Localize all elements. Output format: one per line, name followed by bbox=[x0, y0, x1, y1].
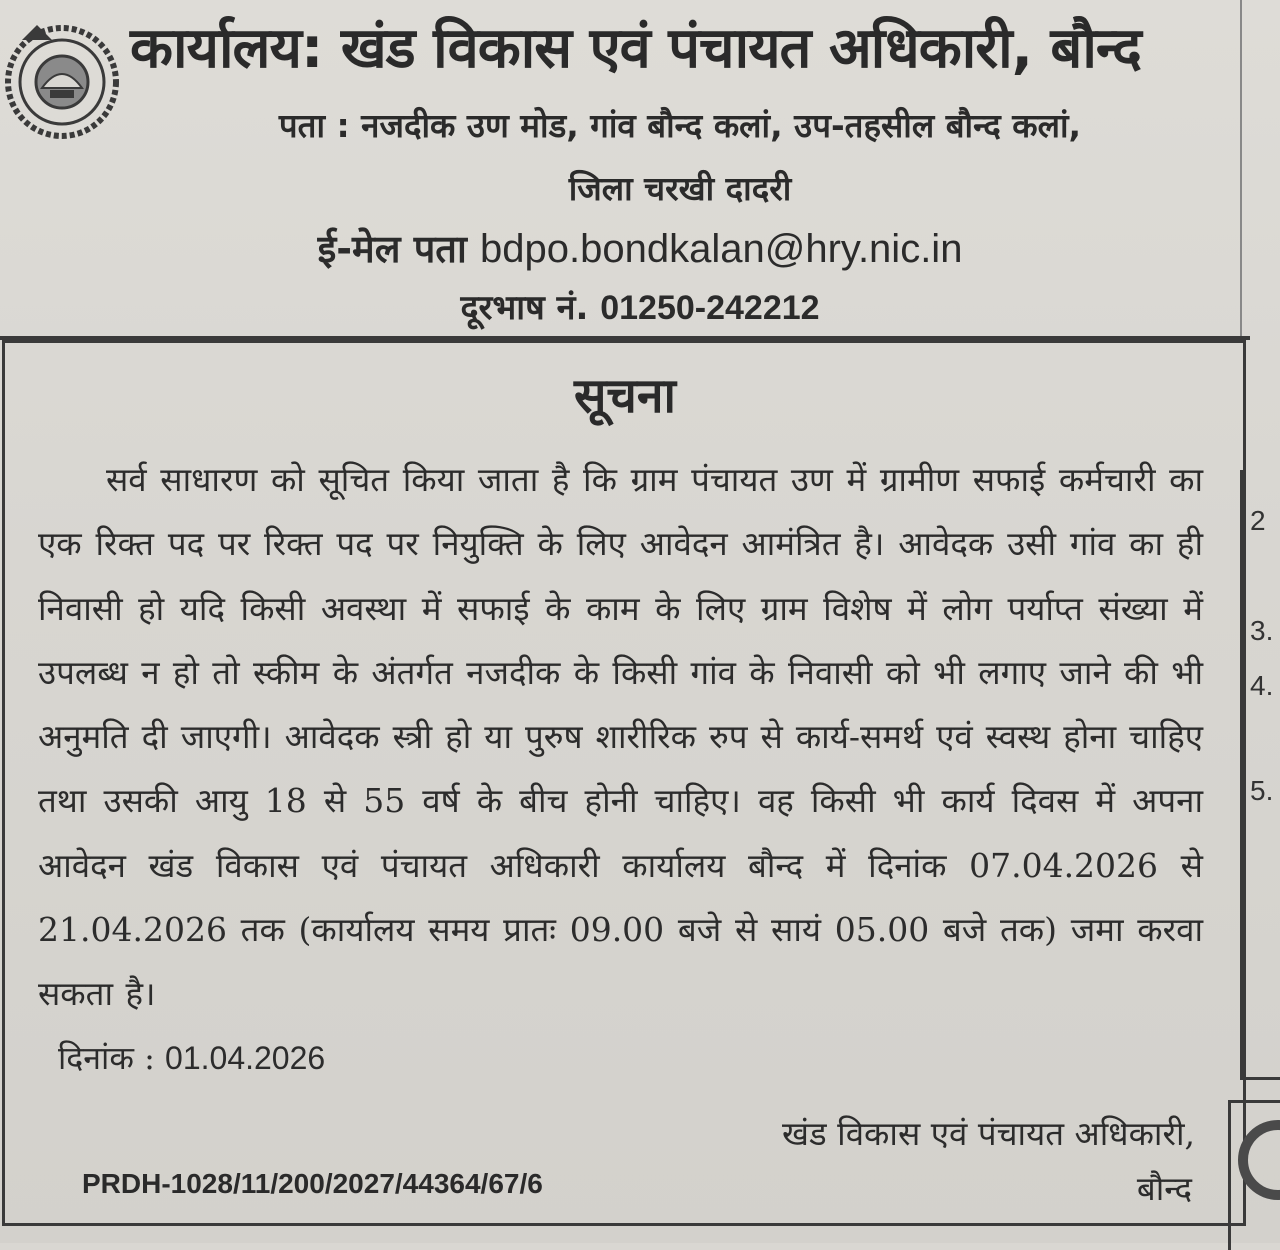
notice-date bbox=[58, 1036, 325, 1079]
email-row bbox=[0, 222, 1280, 274]
signatory-place: बौन्द bbox=[1136, 1169, 1192, 1208]
email-label: ई-मेल पता bbox=[317, 227, 467, 271]
date-label: दिनांक : bbox=[58, 1039, 155, 1077]
phone-value: 01250-242212 bbox=[600, 289, 820, 327]
side-number: 5. bbox=[1250, 775, 1274, 806]
adjacent-column-divider bbox=[1240, 0, 1280, 340]
side-number: 4. bbox=[1250, 670, 1274, 701]
notice-header bbox=[0, 0, 1250, 340]
reference-code: PRDH-1028/11/200/2027/44364/67/6 bbox=[82, 1168, 543, 1199]
side-number: 2 bbox=[1250, 505, 1266, 536]
notice-body: सर्व साधारण को सूचित किया जाता है कि ग्राम पंचायत उण में ग्रामीण सफाई कर्मचारी का एक रिक्त पद पर रिक्त पद पर नियुक्ति के लिए आवेदन आमंत्रित है। आवेदक उसी गांव का ही निवासी हो यदि किसी अवस्था में सफाई के काम के लिए ग्राम विशेष में लोग पर्याप्त संख्या में उपलब्ध न हो तो स्कीम के अंतर्गत नजदीक के किसी गांव के निवासी को भी लगाए जाने की भी अनुमति दी जाएगी। आवेदक स्त्री हो या पुरुष शारीरिक रुप से कार्य-समर्थ एवं स्वस्थ होना चाहिए तथा उसकी आयु 18 से 55 वर्ष के बीच होनी चाहिए। वह किसी भी कार्य दिवस में अपना आवेदन खंड विकास एवं पंचायत अधिकारी कार्यालय बौन्द में दिनांक 07.04.2026 से 21.04.2026 तक (कार्यालय समय प्रातः 09.00 बजे से सायं 05.00 बजे तक) जमा करवा सकता है। bbox=[38, 460, 1203, 1014]
address-line-1: पता : नजदीक उण मोड, गांव बौन्द कलां, उप-तहसील बौन्द कलां, bbox=[278, 106, 1082, 145]
phone-row bbox=[0, 283, 1280, 329]
side-number: 3. bbox=[1250, 615, 1274, 646]
email-value[interactable]: bdpo.bondkalan@hry.nic.in bbox=[480, 227, 963, 271]
notice-title: सूचना bbox=[573, 368, 676, 424]
address-line-2: जिला चरखी दादरी bbox=[568, 169, 792, 208]
signatory-title: खंड विकास एवं पंचायत अधिकारी, bbox=[782, 1114, 1195, 1153]
office-title: कार्यालय: खंड विकास एवं पंचायत अधिकारी, बौन्द bbox=[130, 16, 1141, 81]
date-value: 01.04.2026 bbox=[165, 1040, 326, 1076]
phone-label: दूरभाष नं. bbox=[460, 288, 589, 328]
